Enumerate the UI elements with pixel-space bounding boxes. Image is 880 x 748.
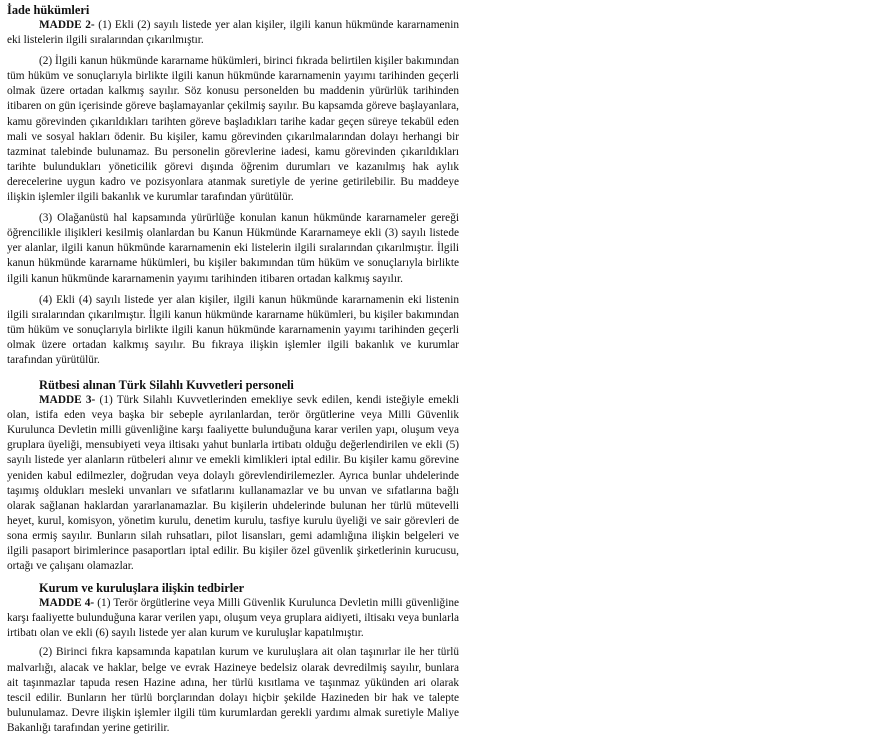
paragraph xyxy=(7,293,459,368)
paragraph-text: (1) Terör örgütlerine veya Milli Güvenlik Kurulunca Devletin milli güvenliğine karşı faaliyette bulunduğuna karar verilen yapı, oluşum veya gruplara aidiyeti, iltisakı veya bunlarla irtibatı olan ve ekli (6) sayılı listede yer alan kurum ve kuruluşlar kapatılmıştır. xyxy=(7,597,459,640)
paragraph xyxy=(7,645,459,736)
paragraph xyxy=(7,596,459,641)
paragraph xyxy=(7,393,459,574)
section-heading-rutbe: Rütbesi alınan Türk Silahlı Kuvvetleri personeli xyxy=(39,378,294,393)
article-label: MADDE 4- xyxy=(39,597,95,610)
text-column xyxy=(7,2,459,736)
paragraph-text: (2) İlgili kanun hükmünde kararname hükümleri, birinci fıkrada belirtilen kişiler bakımından tüm hüküm ve sonuçlarıyla birlikte ilgili kanun hükmünde kararnamenin yayımı tarihinden geçerli olmak üzere ortadan kalkmış sayılır. Söz konusu personelden bu maddenin yürürlük tarihinden itibaren on gün içerisinde göreve başlamayanlar çekilmiş sayılır. Bu kapsamda göreve başlayanlara, kamu görevinden çıkarıldıkları tarihten göreve başladıkları tarihe kadar geçen süreye tekabül eden mali ve sosyal hakları ödenir. Bu kişiler, kamu görevinden çıkarılmalarından dolayı herhangi bir tazminat talebinde bulunamaz. Bu personelin görevlerine iadesi, kamu görevinden çıkarıldıkları tarihte bulundukları yöneticilik görevi dışında öğrenim durumları ve kazanılmış hak aylık derecelerine uygun kadro ve pozisyonlara atanmak suretiyle de yerine getirilebilir. Bu maddeye ilişkin işlemler ilgili bakanlık ve kurumlar tarafından yürütülür. xyxy=(7,55,459,204)
paragraph-text: (3) Olağanüstü hal kapsamında yürürlüğe konulan kanun hükmünde kararnameler gereği öğrencilikle ilişikleri kesilmiş olanlardan bu Kanun Hükmünde Kararnameye ekli (3) sayılı listede yer alanlar, ilgili kanun hükmünde kararnamenin eki listelerin ilgili sıralarından çıkarılmıştır. İlgili kanun hükmünde kararname hükümleri, bu kişiler bakımından tüm hüküm ve sonuçlarıyla birlikte ilgili kanun hükmünde kararnamenin yayımı tarihinden itibaren ortadan kalkmış sayılır. xyxy=(7,212,459,285)
paragraph-text: (1) Ekli (2) sayılı listede yer alan kişiler, ilgili kanun hükmünde kararnamenin eki listelerin ilgili sıralarından çıkarılmıştır. xyxy=(7,19,459,47)
paragraph xyxy=(7,54,459,205)
article-label: MADDE 3- xyxy=(39,394,96,407)
article-label: MADDE 2- xyxy=(39,19,95,31)
paragraph-text: (1) Türk Silahlı Kuvvetlerinden emekliye sevk edilen, kendi isteğiyle emekli olan, istifa eden veya başka bir sebeple ayrılanlardan, terör örgütlerine veya Milli Güvenlik Kurulunca Devletin milli güvenliğine karşı faaliyette bulunduğuna karar verilen yapı, oluşum veya gruplara üyeliği, mensubiyeti veya iltisakı yahut bunlarla irtibatı olduğu değerlendirilen ve ekli (5) sayılı listede yer alanların rütbeleri alınır ve emekli kimlikleri iptal edilir. Bu kişiler kamu görevine yeniden kabul edilmezler, doğrudan veya dolaylı görevlendirilemezler. Ayrıca bunlar uhdelerinde taşımış oldukları mesleki unvanları ve sıfatlarını kullanamazlar ve bu unvan ve sıfatlarına bağlı olarak sağlanan haklardan yararlanamazlar. Bu kişilerin uhdelerinde bulunan her türlü mütevelli heyet, kurul, komisyon, yönetim kurulu, denetim kurulu, tasfiye kurulu üyeliği ve sair görevleri de sona ermiş sayılır. Bunların silah ruhsatları, pilot lisansları, gemi adamlığına ilişkin belgeleri ve ilgili pasaport birimlerince pasaportları iptal edilir. Bu kişiler özel güvenlik şirketlerinin kurucusu, ortağı ve çalışanı olamazlar. xyxy=(7,394,459,573)
section-heading-kurum: Kurum ve kuruluşlara ilişkin tedbirler xyxy=(39,581,245,596)
paragraph xyxy=(7,211,459,286)
paragraph xyxy=(7,18,459,48)
paragraph-text: (2) Birinci fıkra kapsamında kapatılan kurum ve kuruluşlara ait olan taşınırlar ile her türlü malvarlığı, alacak ve haklar, belge ve evrak Hazineye bedelsiz olarak devredilmiş sayılır, bunlara ait taşınmazlar tapuda resen Hazine adına, her türlü kısıtlama ve taşınmaz yükünden ari olarak tescil edilir. Bunların her türlü borçlarından dolayı hiçbir şekilde Hazineden bir hak ve talepte bulunulamaz. Devre ilişkin işlemler ilgili tüm kurumlardan gerekli yardımı almak suretiyle Maliye Bakanlığı tarafından yerine getirilir. xyxy=(7,646,459,734)
section-heading-iade: İade hükümleri xyxy=(7,3,90,17)
paragraph-text: (4) Ekli (4) sayılı listede yer alan kişiler, ilgili kanun hükmünde kararnamenin eki listenin ilgili sıralarından çıkarılmıştır. İlgili kanun hükmünde kararname hükümleri, bu kişiler bakımından tüm hüküm ve sonuçlarıyla birlikte ilgili kanun hükmünde kararnamenin yayımı tarihinden geçerli olmak üzere ortadan kalkmış sayılır. Bu fıkraya ilişkin işlemler ilgili bakanlık ve kurumlar tarafından yürütülür. xyxy=(7,293,459,366)
